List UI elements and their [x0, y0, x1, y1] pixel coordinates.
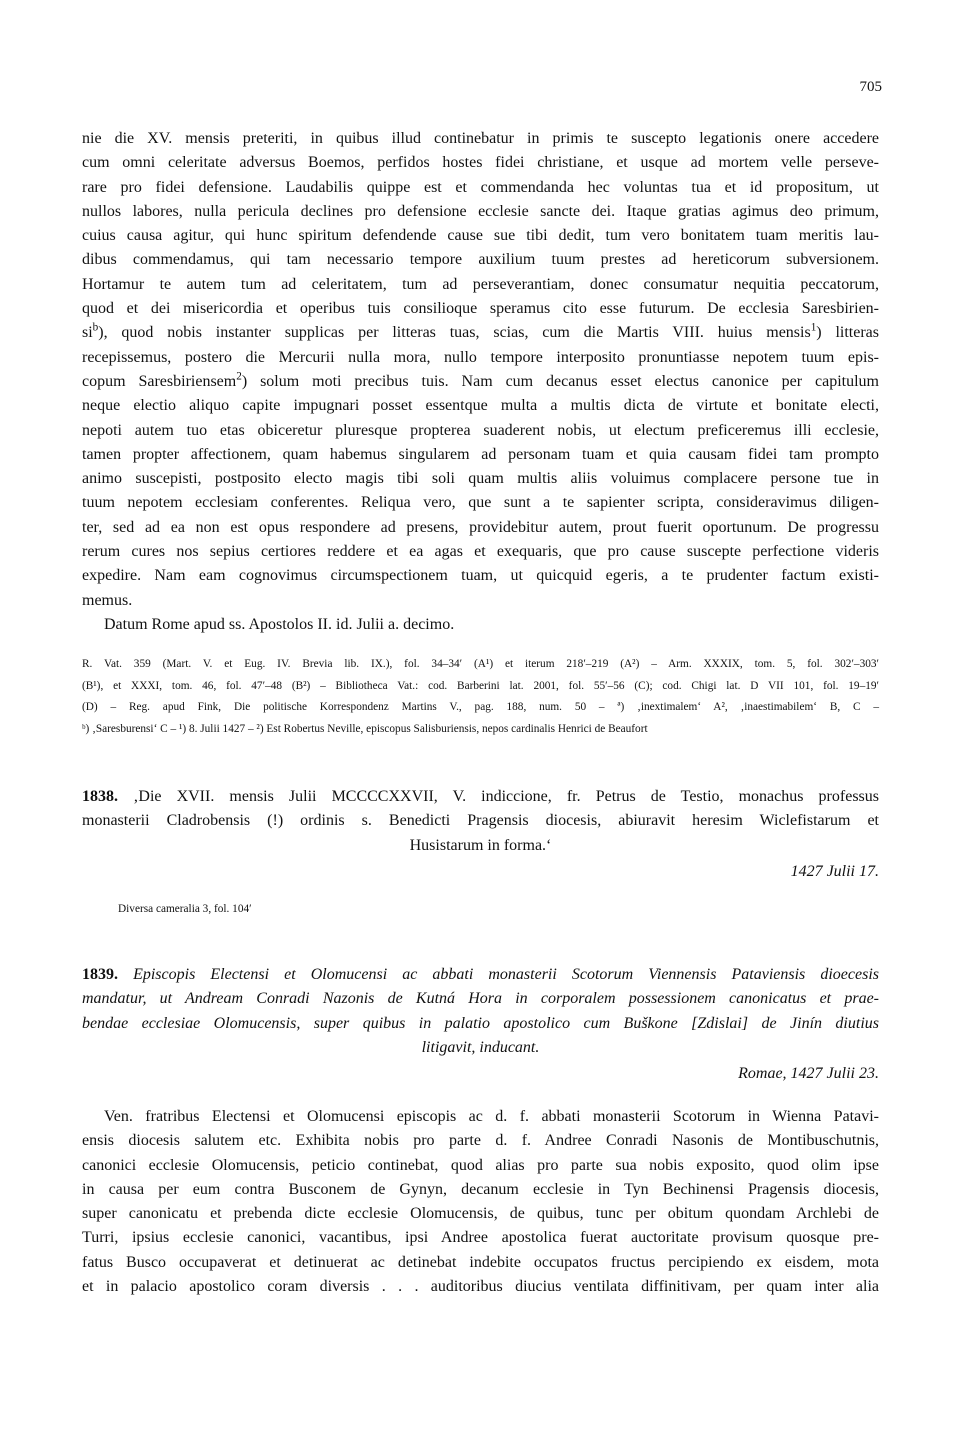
text-line: rerum cures nos sepius certiores reddere et ea agas et exequaris, que pro cause suscepte perfectione videris — [82, 543, 879, 561]
text-line: rare pro fidei defensione. Laudabilis quippe est et commendanda hec voluntas tua et id propositum, ut — [82, 178, 879, 196]
note-line: (B¹), et XXXI, tom. 46, fol. 47′–48 (B²) – Bibliotheca Vat.: cod. Barberini lat. 2001, fol. 55′–56 (C); cod. Chigi lat. D VII 101, fol. 19–19′ — [82, 679, 879, 692]
entry-1839-body — [82, 1105, 879, 1299]
entry-heading-line: bendae ecclesiae Olomucensis, super quibus in palatio apostolico cum Buškone [Zdislai] de Jinín diutius — [82, 1014, 879, 1032]
text-line: quod et dei misericordia et operibus tuis consilioque speramus cito esse futurum. De ecclesia Saresbirien- — [82, 300, 879, 318]
text-line: dibus commendamus, qui tam necessario tempore auxilium tuum prestes ad hereticorum subversionem. — [82, 251, 879, 269]
apparatus-notes — [82, 654, 879, 740]
text-line: animo suscepisti, postposito electo magis tibi soli quam multis aliis voluimus complacere persone tue in — [82, 470, 879, 488]
text-line: Turri, ipsius ecclesie canonici, vacantibus, ipsi Andree apostolica fuerat auctoritate provisum quosque pre- — [82, 1229, 879, 1247]
entry-date: 1427 Julii 17. — [790, 862, 879, 880]
entry-heading-line: monasterii Cladrobensis (!) ordinis s. Benedicti Pragensis diocesis, abiuravit heresim Wiclefistarum et — [82, 812, 879, 830]
text-line: tuum nepotem ecclesiam conferentes. Reliqua vero, que sunt a te sapienter scripta, consideravimus diligen- — [82, 494, 879, 512]
text-line: ter, sed ad ea non est opus respondere ad presens, providebitur autem, prout fuerit oportunum. De progressu — [82, 518, 879, 536]
text-line: in causa per eum contra Busconem de Gynyn, decanum ecclesie in Tyn Bechinensi Pragensis diocesis, — [82, 1180, 879, 1198]
entry-heading-line — [82, 785, 879, 809]
text-line: et in palacio apostolico coram diversis . . . auditoribus diucius ventilata diffinitivam, per quam inter alia — [82, 1278, 879, 1296]
text-line: nullos labores, nulla pericula declines pro defensione ecclesie sancte dei. Itaque gratias agimus deo primum, — [82, 202, 879, 220]
text-line: copum Saresbiriensem$^2$) solum moti precibus tuis. Nam cum decanus esset electus canonice per capitulum — [82, 370, 880, 390]
text-line: expedire. Nam eam cognovimus circumspectionem tuam, ut quicquid egeris, a te prudenter factum existi- — [82, 567, 879, 585]
entry-heading-line: litigavit, inducant. — [421, 1038, 540, 1056]
entry-date: Romae, 1427 Julii 23. — [738, 1065, 879, 1083]
entry-number: 1838. — [82, 788, 118, 805]
entry-heading-line — [82, 963, 879, 987]
text-line: recepissemus, postero die Mercurii nulla mora, nullo tempore interposito pronuntiasse nepotem tuum epis- — [82, 348, 879, 366]
entry-heading-text: ‚Die XVII. mensis Julii MCCCCXXVII, V. indiccione, fr. Petrus de Testio, monachus professus — [118, 788, 879, 805]
text-line: tamen propter affectionem, quam habemus singularem ad personam tuam et quia causam fidei tam prompto — [82, 445, 879, 463]
note-line: ᵇ) ‚Saresburensi‘ C – ¹) 8. Julii 1427 – ²) Est Robertus Neville, episcopus Salisburiensis, nepos cardinalis Henrici de Beaufort — [82, 722, 648, 735]
text-line: neque electio aliquo capite impugnari posset essentque multa a multis dicta de virtute et bonitate electi, — [82, 397, 879, 415]
entry-number: 1839. — [82, 966, 118, 983]
entry-heading-text: Episcopis Electensi et Olomucensi ac abbati monasterii Scotorum Viennensis Pataviensis dioecesis — [118, 966, 879, 983]
text-line: memus. — [82, 591, 133, 609]
entry-1838 — [82, 785, 879, 884]
note-line: R. Vat. 359 (Mart. V. et Eug. IV. Brevia lib. IX.), fol. 34–34′ (A¹) et iterum 218′–219 (A²) – Arm. XXXIX, tom. 5, fol. 302′–303′ — [82, 658, 879, 670]
text-line: $si^b$), quod nobis instanter supplicas per litteras tuas, scias, cum die Martis VIII. huius mensis$^1$) litteras — [82, 322, 880, 342]
footnote-marker: b — [92, 322, 99, 335]
entry-heading-line: Husistarum in forma.‘ — [409, 836, 552, 854]
datum-line: Datum Rome apud ss. Apostolos II. id. Julii a. decimo. — [104, 615, 455, 633]
text-line: nepoti autem tuo etas obiceretur pluresque propterea suaderent nobis, ut electum preficeremus illi ecclesie, — [82, 421, 879, 439]
text-line: ensis diocesis salutem etc. Exhibita nobis pro parte d. f. Andree Conradi Nasonis de Montibuschutnis, — [82, 1132, 879, 1150]
text-line: Ven. fratribus Electensi et Olomucensi episcopis ac d. f. abbati monasterii Scotorum in Wienna Patavi- — [104, 1108, 879, 1125]
footnote-marker: 2 — [236, 370, 242, 383]
entry-1839 — [82, 963, 879, 1086]
text-line: cum omni celeritate adversus Boemos, perfidos hostes fidei christiane, et usque ad mortem velle perseve- — [82, 154, 879, 172]
footnote-marker: 1 — [810, 322, 817, 335]
text-line: fatus Busco occupaverat et detinuerat ac detinebat indebite occupatos fructus percipiendo ex eisdem, mota — [82, 1253, 879, 1271]
text-line: cuius causa agitur, qui hunc spiritum defendende cause sue tibi dedit, tum vero bonitatem tuam meritis lau- — [82, 227, 879, 245]
text-line: super canonicatu et prebenda dicte ecclesie Olomucensis, de quibus, tunc per obitum quondam Archlebi de — [82, 1205, 879, 1223]
entry-1838-source: Diversa cameralia 3, fol. 104′ — [118, 903, 252, 915]
text-line: canonici ecclesie Olomucensis, peticio continebat, quod alias pro parte sua nobis exposito, quod olim ipse — [82, 1156, 879, 1174]
letter-text — [82, 127, 879, 637]
text-line: Hortamur te autem tum ad celeritatem, tum ad perseverantiam, donec consumatur nequitia peccatorum, — [82, 275, 879, 293]
note-line: (D) – Reg. apud Fink, Die politische Korrespondenz Martins V., pag. 188, num. 50 – ª) ‚inextimalem‘ A², ‚inaestimabilem‘ B, C – — [82, 701, 879, 713]
page-number: 705 — [859, 79, 882, 95]
text-line: nie die XV. mensis preteriti, in quibus illud continebatur in primis te suscepto legationis onere accedere — [82, 130, 879, 147]
entry-heading-line: mandatur, ut Andream Conradi Nazonis de Kutná Hora in corporalem possessionem canonicatus et prae- — [82, 990, 879, 1008]
